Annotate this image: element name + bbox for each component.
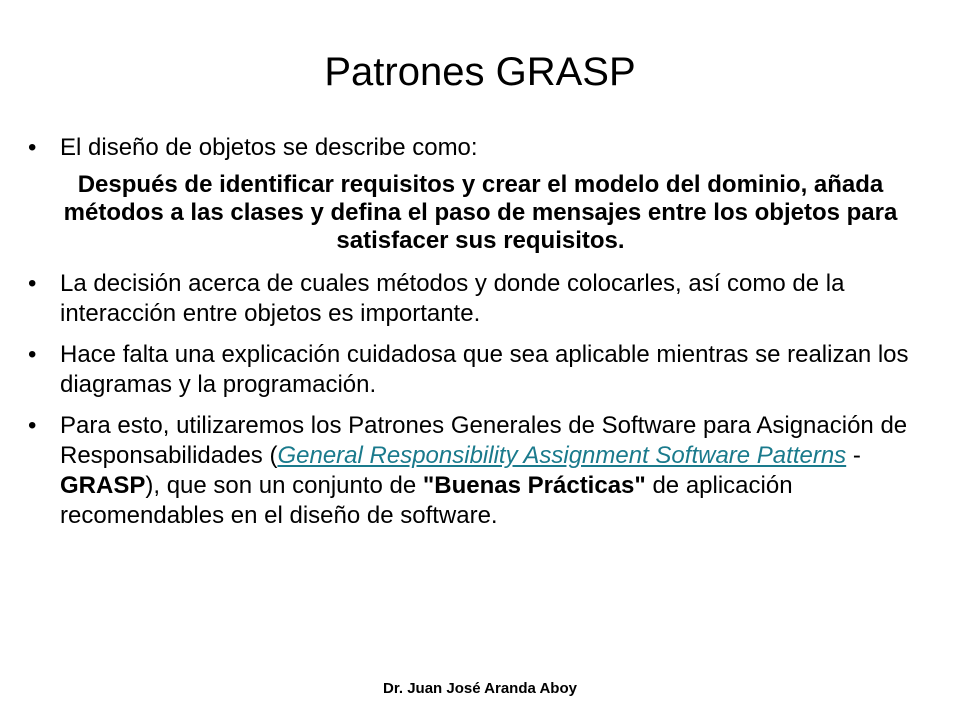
bullet-dot: • [28, 412, 37, 439]
buenas-practicas-text: "Buenas Prácticas" [422, 472, 646, 499]
bullet-text: El diseño de objetos se describe como: [60, 134, 478, 161]
bullet-text: La decisión acerca de cuales métodos y donde colocarles, así como de la interacción entre objetos es importante. [60, 270, 845, 327]
bullet-item-2 [28, 269, 933, 329]
grasp-acronym: GRASP [60, 472, 146, 499]
bullet-item-3 [28, 340, 933, 400]
bullet-dot: • [28, 341, 37, 368]
bullet-text-part-4: de aplicación recomendables en el diseño de software. [60, 472, 793, 529]
slide-footer-author: Dr. Juan José Aranda Aboy [383, 680, 577, 697]
slide-content [28, 133, 933, 542]
slide-title: Patrones GRASP [324, 50, 636, 94]
bullet-item-1 [28, 133, 933, 163]
bullet-dot: • [28, 134, 37, 161]
bullet-dot: • [28, 270, 37, 297]
bullet-item-4 [28, 411, 933, 531]
bullet-text [60, 412, 907, 529]
design-quote: Después de identificar requisitos y crear el modelo del dominio, añada métodos a las clases y defina el paso de mensajes entre los objetos para satisfacer sus requisitos. [63, 171, 898, 254]
grasp-link[interactable]: General Responsibility Assignment Software Patterns [277, 442, 847, 469]
bullet-text: Hace falta una explicación cuidadosa que sea aplicable mientras se realizan los diagramas y la programación. [60, 341, 909, 398]
bullet-text-part-2: - [846, 442, 861, 469]
bullet-text-part-1: Para esto, utilizaremos los Patrones Generales de Software para Asignación de Responsabilidades ( [60, 412, 908, 469]
bullet-text-part-3: ), que son un conjunto de [145, 472, 423, 499]
